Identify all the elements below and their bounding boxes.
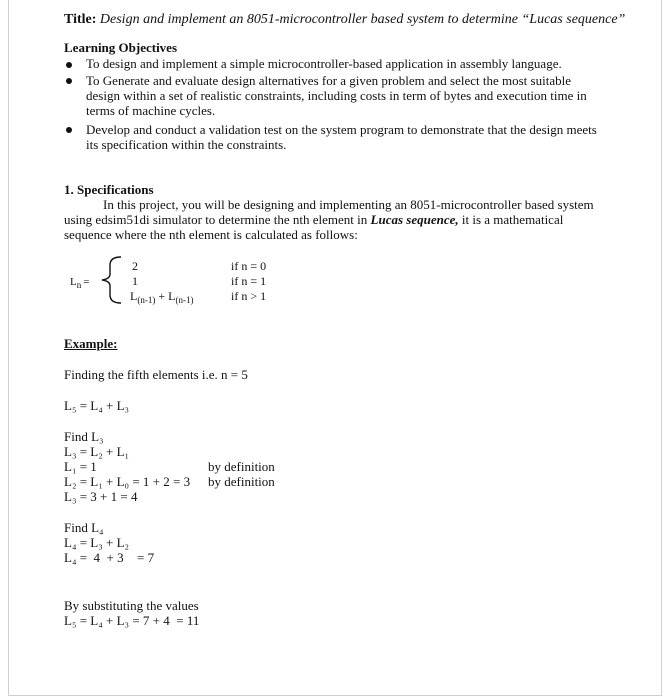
specifications-line-2-tail: it is a mathematical bbox=[461, 212, 564, 227]
objective-2-line-3: terms of machine cycles. bbox=[86, 103, 216, 118]
formula-case-1-condition: if n = 0 bbox=[231, 259, 267, 273]
learning-objectives-heading: Learning Objectives bbox=[64, 40, 178, 55]
objective-2-line-1: To Generate and evaluate design alternatives for a given problem and select the most suitable bbox=[86, 73, 571, 88]
objective-3 bbox=[86, 122, 605, 152]
formula-case-2-condition: if n = 1 bbox=[231, 274, 267, 288]
formula-lhs-sub: n bbox=[76, 280, 82, 290]
find-l3-note-2: by definition bbox=[208, 474, 275, 489]
formula-lhs bbox=[70, 275, 89, 289]
objective-2-line-2: design within a set of realistic constraints, including costs in term of bytes and execution time in bbox=[86, 88, 587, 103]
objective-1-line-1: To design and implement a simple microcontroller-based application in assembly language. bbox=[86, 56, 562, 71]
bullet-icon bbox=[66, 127, 72, 133]
find-l3-note-1: by definition bbox=[208, 459, 275, 474]
example-main-equation: L₅ = L₄ + L₃ bbox=[64, 398, 130, 413]
specifications-heading: 1. Specifications bbox=[64, 182, 154, 197]
substitute-line: L₅ = L₄ + L₃ = 7 + 4 = 11 bbox=[64, 613, 200, 628]
formula-case-3-value bbox=[130, 289, 193, 303]
substitute-heading: By substituting the values bbox=[64, 598, 199, 613]
formula-case-3-term-1: L bbox=[130, 289, 138, 303]
find-l4-line-1: L₄ = L₃ + L₂ bbox=[64, 535, 130, 550]
find-l4-heading: Find L₄ bbox=[64, 520, 104, 535]
specifications-line-3: sequence where the nth element is calculated as follows: bbox=[64, 227, 358, 242]
find-l3-heading: Find L₃ bbox=[64, 429, 104, 444]
title-label: Title: bbox=[64, 12, 97, 27]
formula-equals: = bbox=[83, 276, 90, 288]
objective-3-line-2: its specification within the constraints. bbox=[86, 137, 287, 152]
formula-case-2-value: 1 bbox=[132, 274, 138, 288]
bullet-icon bbox=[66, 62, 72, 68]
formula-case-3-sub-2: (n-1) bbox=[175, 295, 194, 305]
formula-case-3-sub-1: (n-1) bbox=[137, 295, 156, 305]
find-l4-result: = 7 bbox=[137, 550, 155, 565]
left-brace-icon bbox=[97, 255, 127, 305]
find-l3-line-2: L₁ = 1 bbox=[64, 459, 97, 474]
formula-lhs-symbol: L bbox=[70, 276, 77, 288]
find-l3-line-3: L₂ = L₁ + L₀ = 1 + 2 = 3 bbox=[64, 474, 191, 489]
find-l3-line-4: L₃ = 3 + 1 = 4 bbox=[64, 489, 138, 504]
document-title bbox=[64, 13, 625, 27]
specifications-line-2 bbox=[64, 213, 563, 227]
bullet-icon bbox=[66, 78, 72, 84]
title-text: Design and implement an 8051-microcontroller based system to determine “Lucas sequence” bbox=[99, 12, 626, 27]
objective-3-line-1: Develop and conduct a validation test on the system program to demonstrate that the design meets bbox=[86, 122, 597, 137]
formula-case-3-plus: + bbox=[158, 289, 166, 303]
example-heading: Example: bbox=[64, 336, 118, 351]
find-l3-line-1: L₃ = L₂ + L₁ bbox=[64, 444, 130, 459]
objective-2 bbox=[86, 73, 605, 118]
formula-case-3-condition: if n > 1 bbox=[231, 289, 267, 303]
specifications-line-2-text: using edsim51di simulator to determine the nth element in bbox=[64, 212, 368, 227]
specifications-line-1: In this project, you will be designing and implementing an 8051-microcontroller based system bbox=[103, 197, 594, 212]
example-intro: Finding the fifth elements i.e. n = 5 bbox=[64, 367, 248, 382]
find-l4-line-2: L₄ = 4 + 3 bbox=[64, 550, 124, 565]
formula-case-3-term-2: L bbox=[168, 289, 176, 303]
formula-case-1-value: 2 bbox=[132, 259, 138, 273]
lucas-sequence-emphasis: Lucas sequence, bbox=[370, 212, 459, 227]
